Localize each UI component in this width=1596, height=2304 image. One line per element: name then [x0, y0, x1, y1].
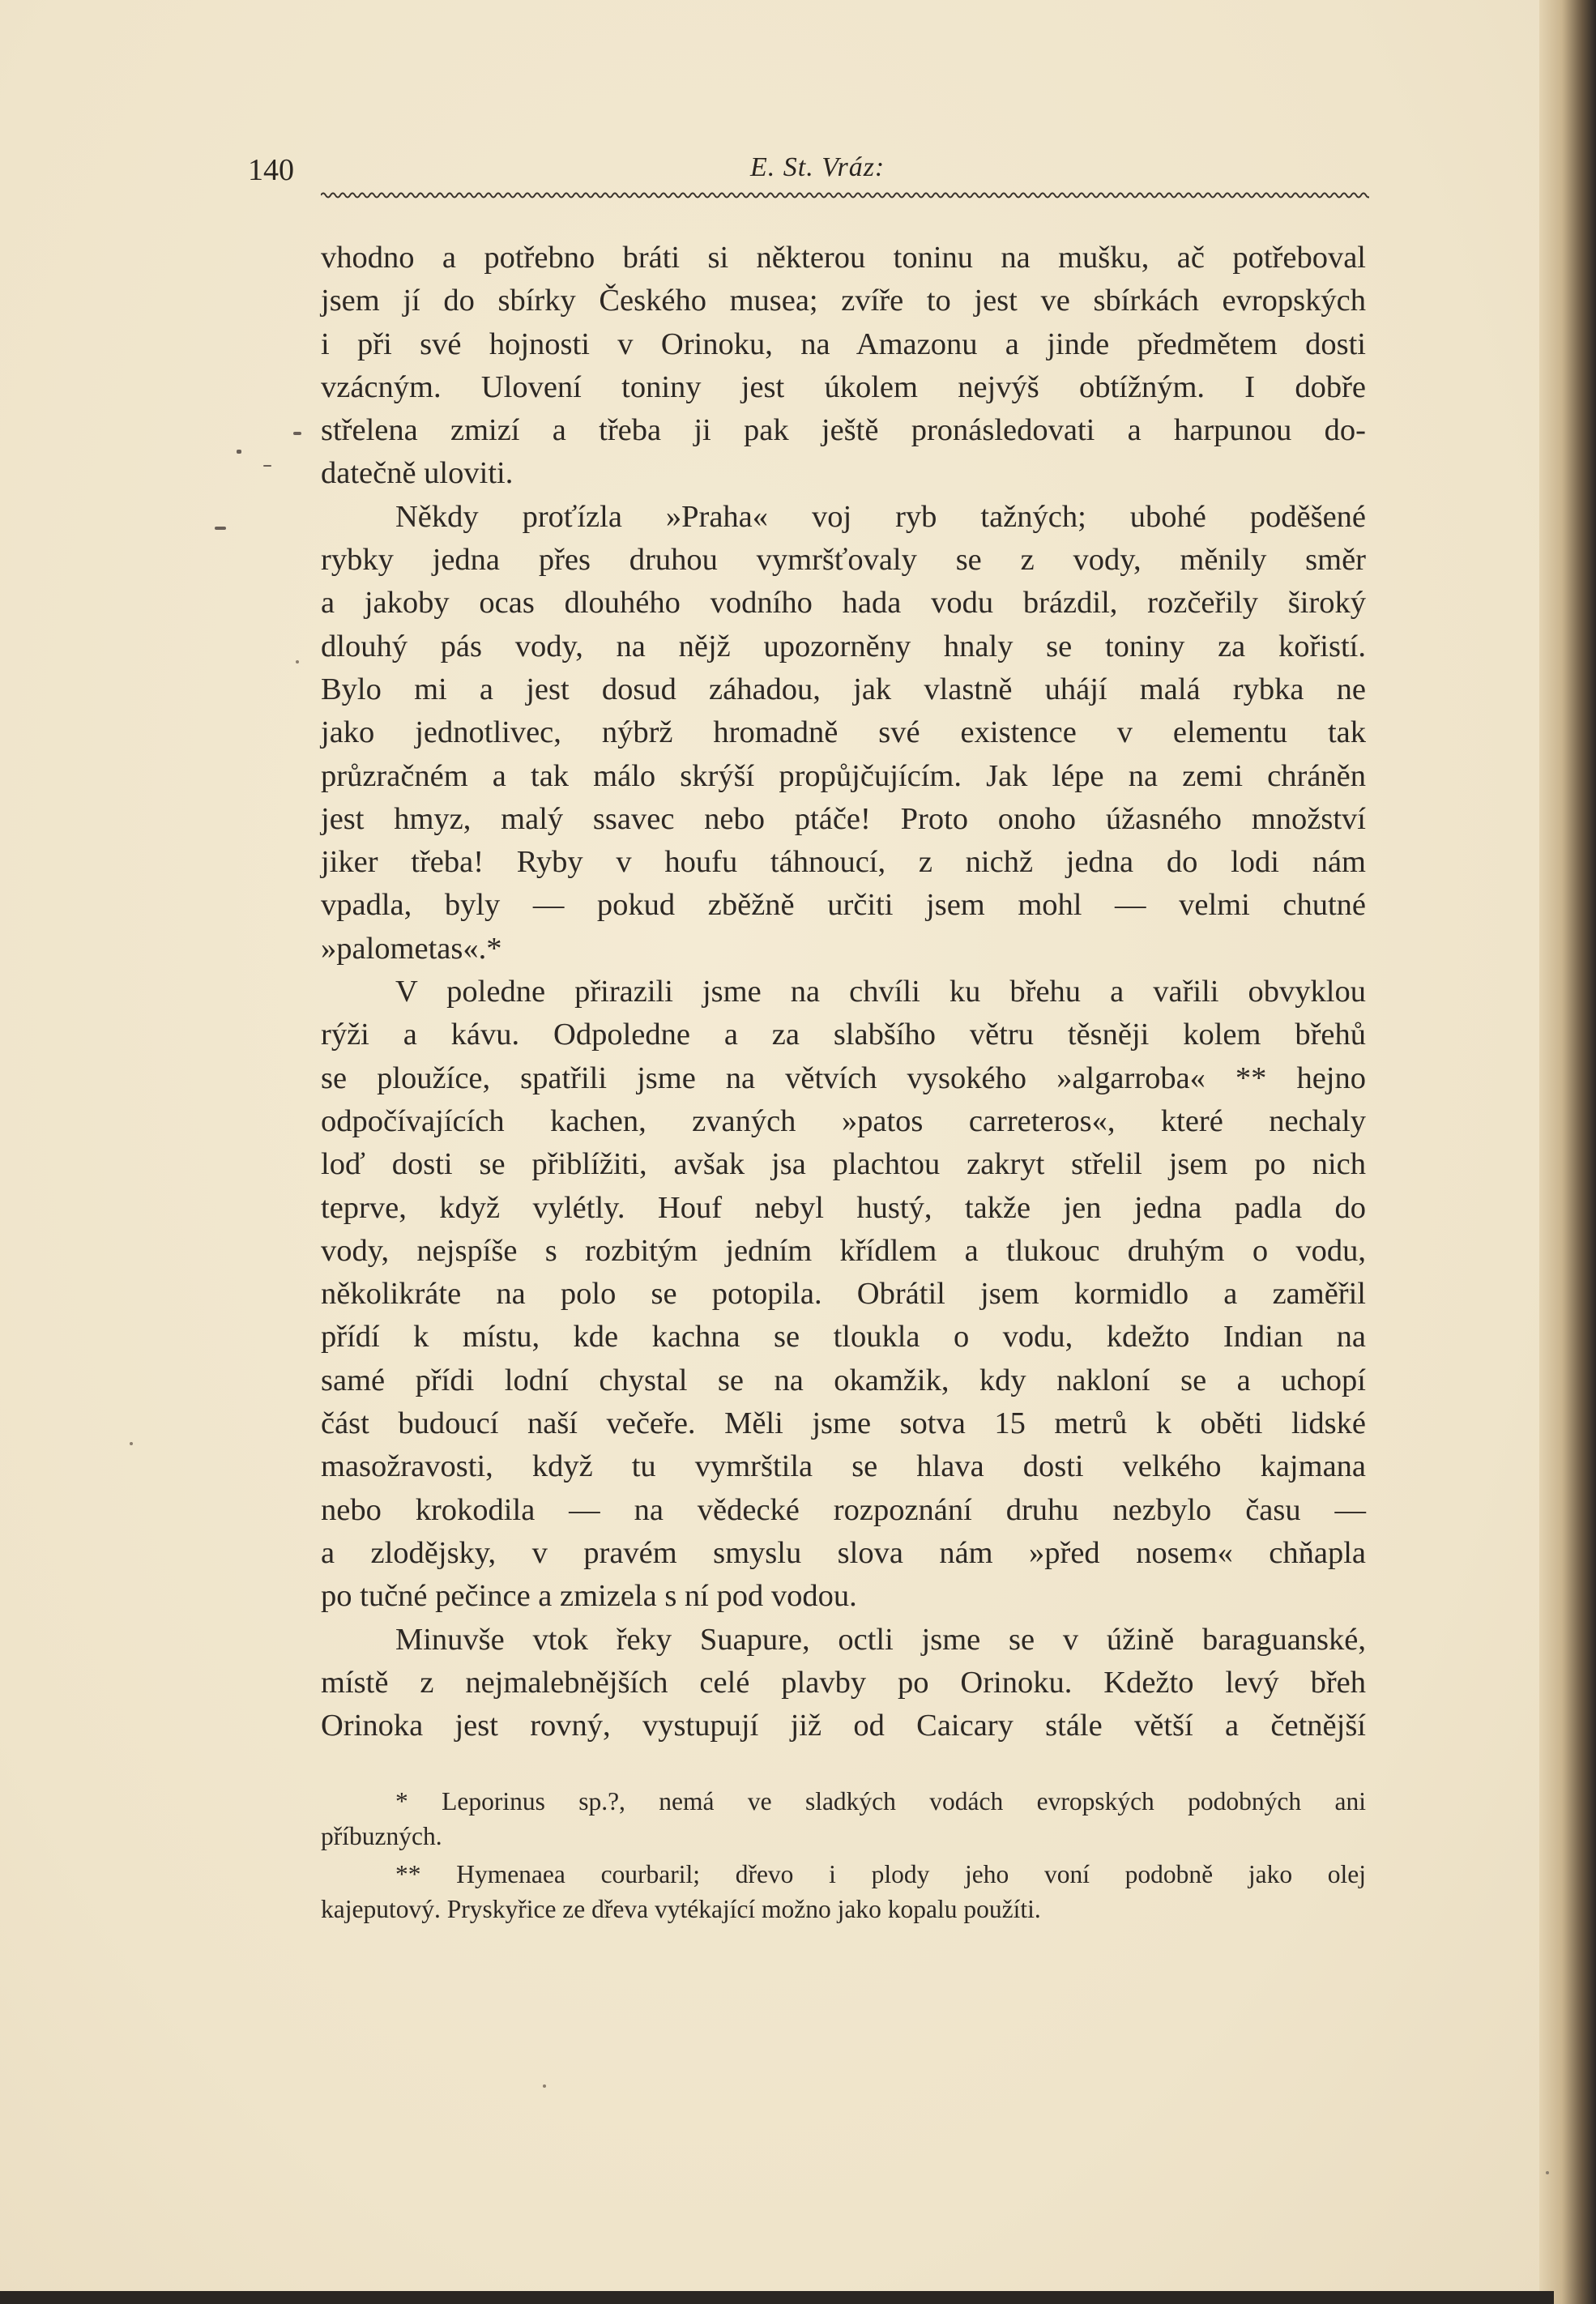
text-line: vody, nejspíše s rozbitým jedním křídlem a tlukouc druhým o vodu,	[321, 1233, 1366, 1268]
footnote-1	[321, 1784, 1366, 1854]
paragraph-3	[321, 971, 1366, 1618]
footnote-line: kajeputový. Pryskyřice ze dřeva vytékající možno jako kopalu použíti.	[321, 1895, 1041, 1923]
text-line: několikráte na polo se potopila. Obrátil jsem kormidlo a zaměřil	[321, 1277, 1366, 1312]
text-line: místě z nejmalebnějších celé plavby po Orinoku. Kdežto levý břeh	[321, 1665, 1366, 1700]
text-line: střelena zmizí a třeba ji pak ještě pronásledovati a harpunou do-	[321, 413, 1366, 448]
text-line: jest hmyz, malý ssavec nebo ptáče! Proto onoho úžasného množství	[321, 801, 1366, 836]
margin-mark	[237, 450, 241, 454]
running-head: E. St. Vráz:	[750, 152, 885, 182]
text-line: V poledne přirazili jsme na chvíli ku břehu a vařili obvyklou	[395, 975, 1366, 1009]
text-line: rýži a kávu. Odpoledne a za slabšího větru těsněji kolem břehů	[321, 1018, 1366, 1052]
text-line: samé přídi lodní chystal se na okamžik, kdy nakloní se a uchopí	[321, 1363, 1366, 1397]
text-line: po tučné pečince a zmizela s ní pod vodou.	[321, 1579, 857, 1614]
paper-speck	[543, 2084, 546, 2088]
text-line: nebo krokodila — na vědecké rozpoznání druhu nezbylo času —	[321, 1492, 1366, 1527]
page-number: 140	[248, 153, 294, 187]
footnote-line: příbuzných.	[321, 1822, 442, 1850]
paper-speck	[1546, 2171, 1549, 2174]
text-line: datečně uloviti.	[321, 456, 514, 491]
footnotes	[321, 1784, 1366, 1926]
footnote-2	[321, 1857, 1366, 1926]
text-line: »palometas«.*	[321, 931, 502, 966]
text-line: se ploužíce, spatřili jsme na větvích vysokého »algarroba« ** hejno	[321, 1060, 1366, 1095]
page-bottom-edge	[0, 2291, 1554, 2304]
text-line: vhodno a potřebno bráti si některou toninu na mušku, ač potřeboval	[321, 241, 1366, 275]
margin-mark	[215, 527, 226, 530]
margin-mark	[263, 465, 271, 467]
paragraph-1	[321, 237, 1366, 496]
text-line: loď dosti se přiblížiti, avšak jsa plachtou zakryt střelil jsem po nich	[321, 1147, 1366, 1182]
paper-speck	[296, 660, 299, 663]
text-line: Bylo mi a jest dosud záhadou, jak vlastně uhájí malá rybka ne	[321, 672, 1366, 706]
text-line: teprve, když vylétly. Houf nebyl hustý, takže jen jedna padla do	[321, 1190, 1366, 1225]
text-line: Minuvše vtok řeky Suapure, octli jsme se v úžině baraguanské,	[395, 1622, 1366, 1657]
text-line: dlouhý pás vody, na nějž upozorněny hnaly se toniny za kořistí.	[321, 629, 1366, 663]
footnote-line: ** Hymenaea courbaril; dřevo i plody jeho voní podobně jako olej	[395, 1860, 1366, 1888]
text-line: odpočívajících kachen, zvaných »patos carreteros«, které nechaly	[321, 1103, 1366, 1138]
text-line: vpadla, byly — pokud zběžně určiti jsem mohl — velmi chutné	[321, 888, 1366, 923]
text-line: a zlodějsky, v pravém smyslu slova nám »před nosem« chňapla	[321, 1535, 1366, 1570]
paragraph-2	[321, 496, 1366, 971]
text-line: rybky jedna přes druhou vymršťovaly se z vody, měnily směr	[321, 543, 1366, 578]
text-line: masožravosti, když tu vymrštila se hlava dosti velkého kajmana	[321, 1449, 1366, 1484]
footnote-line: * Leporinus sp.?, nemá ve sladkých vodách evropských podobných ani	[395, 1787, 1366, 1815]
text-line: přídí k místu, kde kachna se tloukla o vodu, kdežto Indian na	[321, 1320, 1366, 1355]
book-spine-shadow	[1539, 0, 1596, 2304]
paper-speck	[130, 1442, 133, 1445]
text-line: průzračném a tak málo skrýší propůjčujícím. Jak lépe na zemi chráněn	[321, 758, 1366, 793]
page-header	[248, 152, 1368, 188]
text-line: Orinoka jest rovný, vystupují již od Caicary stále větší a četnější	[321, 1709, 1366, 1743]
text-line: jako jednotlivec, nýbrž hromadně své existence v elementu tak	[321, 715, 1366, 750]
text-line: vzácným. Ulovení toniny jest úkolem nejvýš obtížným. I dobře	[321, 369, 1366, 404]
text-line: část budoucí naší večeře. Měli jsme sotva 15 metrů k oběti lidské	[321, 1406, 1366, 1441]
text-line: Někdy proťízla »Praha« voj ryb tažných; ubohé poděšené	[395, 499, 1366, 534]
text-line: jsem jí do sbírky Českého musea; zvíře to jest ve sbírkách evropských	[321, 284, 1366, 318]
paragraph-4	[321, 1619, 1366, 1748]
body-text	[321, 237, 1366, 1747]
text-line: i při své hojnosti v Orinoku, na Amazonu a jinde předmětem dosti	[321, 326, 1366, 361]
margin-mark	[293, 432, 301, 435]
text-line: jiker třeba! Ryby v houfu táhnoucí, z nichž jedna do lodi nám	[321, 845, 1366, 880]
text-line: a jakoby ocas dlouhého vodního hada vodu brázdil, rozčeřily široký	[321, 586, 1366, 621]
wavy-rule-ornament	[321, 190, 1369, 201]
